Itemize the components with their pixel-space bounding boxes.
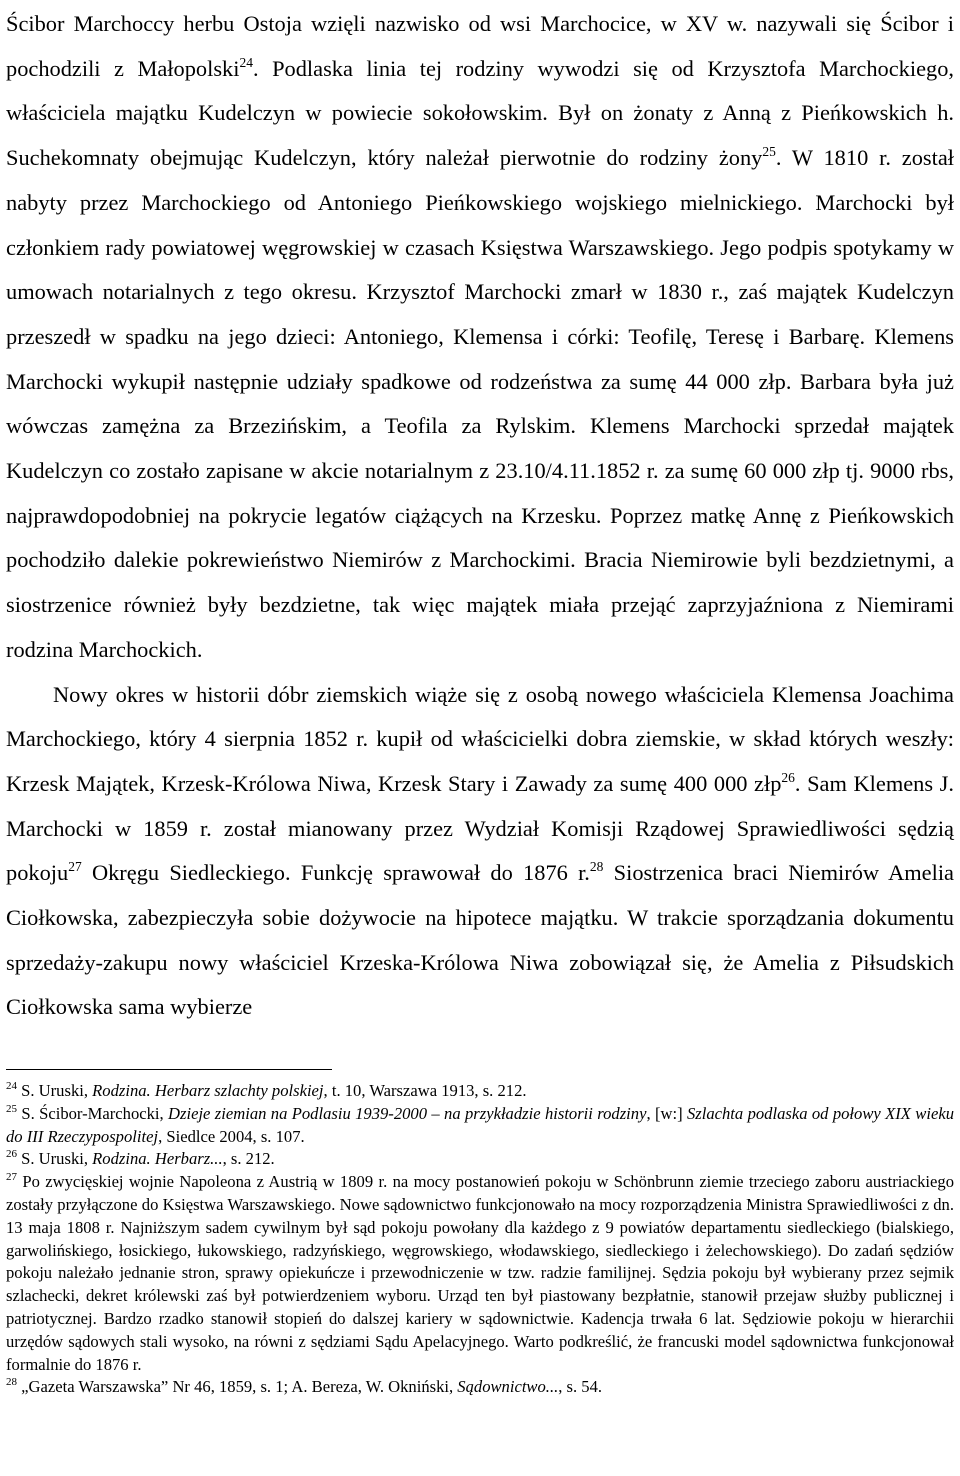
footnote-title: Dzieje ziemian na Podlasiu 1939-2000 – na przykładzie historii rodziny [168, 1103, 647, 1123]
footnote-text: „Gazeta Warszawska” Nr 46, 1859, s. 1; A. Bereza, W. Okniński, [17, 1377, 458, 1397]
paragraph-1 [6, 2, 954, 673]
footnote-27 [6, 1171, 954, 1376]
footnote-title: Rodzina. Herbarz szlachty polskiej [92, 1081, 324, 1100]
footnote-text: , Siedlce 2004, s. 107. [158, 1126, 305, 1146]
footnote-number: 24 [6, 1080, 17, 1092]
footnote-title: Sądownictwo... [457, 1377, 559, 1397]
footnote-number: 26 [6, 1148, 17, 1161]
footnote-text: , s. 54. [558, 1377, 603, 1397]
footnote-ref-27: 27 [68, 859, 82, 875]
paragraph-2-text-c: Okręgu Siedleckiego. Funkcję sprawował do 1876 r. [81, 860, 590, 886]
footnote-text: , [w:] [646, 1103, 687, 1123]
footnote-ref-25: 25 [762, 144, 776, 160]
footnote-text: S. Uruski, [17, 1081, 93, 1100]
paragraph-2 [6, 673, 954, 1031]
footnote-title: Szlachta podlaska od połowy XIX wieku do III Rzeczypospolitej [6, 1103, 954, 1146]
footnote-ref-26: 26 [781, 769, 795, 785]
footnote-ref-28: 28 [589, 859, 604, 875]
main-text [6, 0, 954, 1030]
document-page [6, 0, 954, 1030]
footnote-24 [6, 1080, 954, 1103]
footnote-text: S. Uruski, [17, 1149, 93, 1169]
footnote-number: 25 [6, 1102, 17, 1115]
footnote-28 [6, 1376, 954, 1399]
footnote-number: 28 [6, 1376, 17, 1389]
footnote-title: Rodzina. Herbarz... [92, 1149, 223, 1169]
paragraph-2-text-d: Siostrzenica braci Niemirów Amelia Ciołkowska, zabezpieczyła sobie dożywocie na hipotece majątku. W trakcie sporządzania dokumentu sprzedaży-zakupu nowy właściciel Krzeska-Królowa Niwa zobowiązał się, że Amelia z Piłsudskich Ciołkowska sama wybierze [6, 860, 954, 1020]
footnote-25 [6, 1103, 954, 1149]
paragraph-1-text-a: Ścibor Marchoccy herbu Ostoja wzięli nazwisko od wsi Marchocice, w XV w. nazywali się Ścibor i pochodzili z Małopolski [6, 11, 954, 81]
paragraph-2-text-b: . Sam Klemens J. Marchocki w 1859 r. został mianowany przez Wydział Komisji Rządowej Sprawiedliwości sędzią pokoju [6, 770, 954, 886]
footnote-text: Po zwycięskiej wojnie Napoleona z Austrią w 1809 r. na mocy postanowień pokoju w Schönbrunn ziemie trzeciego zaboru austriackiego zostały przyłączone do Księstwa Warszawskiego. Nowe sądownictwo funkcjonowało na mocy rozporządzenia Ministra Sprawiedliwości z dn. 13 maja 1808 r. Najniższym sadem cywilnym był sąd pokoju powołany dla każdego z 9 powiatów departamentu siedleckiego (bialskiego, garwolińskiego, łosickiego, łukowskiego, radzyńskiego, węgrowskiego, włodawskiego, siedleckiego i żelechowskiego). Do zadań sędziów pokoju należało jednanie stron, sprawy opiekuńcze i przewodniczenie w tzw. radzie familijnej. Sędzia pokoju był wybierany przez sejmik szlachecki, dekret królewski zaś był potwierdzeniem wyboru. Urząd ten był piastowany bezpłatnie, stanowił przejaw służby publicznej i patriotycznej. Bardzo rzadko stanowił stopień do dalszej kariery w sądownictwie. Kadencja trwała 6 lat. Sędziowie pokoju w hierarchii urzędów sądowych stali wysoko, na równi z sędziami Sądu Apelacyjnego. Warto podkreślić, że francuski model sądownictwa funkcjonował formalnie do 1876 r. [6, 1172, 954, 1374]
footnote-text: , t. 10, Warszawa 1913, s. 212. [323, 1081, 527, 1100]
footnote-number: 27 [6, 1171, 17, 1184]
footnote-26 [6, 1148, 954, 1171]
paragraph-2-text-a: Nowy okres w historii dóbr ziemskich wiąże się z osobą nowego właściciela Klemensa Joachima Marchockiego, który 4 sierpnia 1852 r. kupił od właścicielki dobra ziemskie, w skład których weszły: Krzesk Majątek, Krzesk-Królowa Niwa, Krzesk Stary i Zawady za sumę 400 000 złp [6, 681, 954, 796]
paragraph-1-text-c: . W 1810 r. został nabyty przez Marchockiego od Antoniego Pieńkowskiego wojskiego mielnickiego. Marchocki był członkiem rady powiatowej węgrowskiej w czasach Księstwa Warszawskiego. Jego podpis spotykamy w umowach notarialnych z tego okresu. Krzysztof Marchocki zmarł w 1830 r., zaś majątek Kudelczyn przeszedł w spadku na jego dzieci: Antoniego, Klemensa i córki: Teofilę, Teresę i Barbarę. Klemens Marchocki wykupił następnie udziały spadkowe od rodzeństwa za sumę 44 000 złp. Barbara była już wówczas zamężna za Brzezińskim, a Teofila za Rylskim. Klemens Marchocki sprzedał majątek Kudelczyn co zostało zapisane w akcie notarialnym z 23.10/4.11.1852 r. za sumę 60 000 złp tj. 9000 rbs, najprawdopodobniej na pokrycie legatów ciążących na Krzesku. Poprzez matkę Annę z Pieńkowskich pochodziło dalekie pokrewieństwo Niemirów z Marchockimi. Bracia Niemirowie byli bezdzietnymi, a siostrzenice również były bezdzietne, tak więc majątek miała przejąć zaprzyjaźniona z Niemirami rodzina Marchockich. [6, 145, 954, 662]
footnote-ref-24: 24 [239, 54, 253, 70]
footnote-text: S. Ścibor-Marchocki, [17, 1103, 169, 1123]
paragraph-1-text-b: . Podlaska linia tej rodziny wywodzi się od Krzysztofa Marchockiego, właściciela majątku Kudelczyn w powiecie sokołowskim. Był on żonaty z Anną z Pieńkowskich h. Suchekomnaty obejmując Kudelczyn, który należał pierwotnie do rodziny żony [6, 55, 954, 171]
footnote-separator [6, 1069, 332, 1070]
footnotes [6, 1080, 954, 1399]
footnote-text: , s. 212. [222, 1149, 275, 1169]
